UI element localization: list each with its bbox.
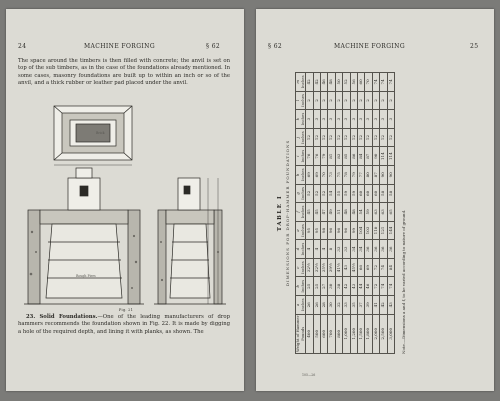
table-header-cell (296, 258, 306, 277)
column-unit: Inches (299, 242, 305, 256)
table-header-cell (296, 277, 306, 296)
table-header-cell (296, 73, 306, 92)
table-cell: 33 (335, 240, 342, 259)
table-cell: 110 (372, 221, 379, 240)
table-cell: 60 (358, 73, 365, 92)
column-letter: i (295, 155, 300, 157)
table-row (372, 73, 379, 354)
table-cell: 74 (380, 73, 387, 92)
table-cell: 3 (328, 110, 335, 129)
left-page (6, 9, 244, 391)
table-header-cell (296, 147, 306, 166)
table-cell: 90 (372, 147, 379, 166)
table-cell: 2 (358, 91, 365, 110)
table-cell: 42 (380, 296, 387, 315)
paragraph-bottom-text: —One of the leading manufacturers of drop hammers recommends the foundation shown in Fig. 22. It is made by digging a hole of the required depth, and lining it with planks, as shown. The (18, 314, 230, 335)
table-cell: 27 (321, 277, 328, 296)
left-running-head (6, 43, 244, 53)
figure-ground-label: Rough Piers (76, 274, 96, 278)
table-header-row (296, 73, 306, 354)
column-unit: Inches (299, 75, 305, 89)
table-cell: 3 (335, 110, 342, 129)
table-cell: 98 (321, 221, 328, 240)
column-unit: Inches (299, 149, 305, 163)
table-cell: 35 (350, 296, 357, 315)
table-cell: 90 (380, 165, 387, 184)
table-cell: 79 (350, 165, 357, 184)
table-cell: 3 (313, 110, 320, 129)
table-cell: 63 (372, 203, 379, 222)
column-letter: l (295, 99, 300, 102)
table-cell: 36 (365, 240, 372, 259)
table-cell: 3 (343, 110, 350, 129)
table-cell: 4 (313, 240, 320, 259)
table-cell: 8 (328, 240, 335, 259)
table-row (365, 73, 372, 354)
right-page (256, 9, 494, 391)
table-cell: 2 (343, 91, 350, 110)
table-cell: 74 (372, 73, 379, 92)
table-cell: 600 (321, 314, 328, 353)
table-cell: 39½ (328, 258, 335, 277)
table-cell: 2 (321, 91, 328, 110)
table-cell: 30 (328, 296, 335, 315)
table-row (350, 73, 357, 354)
table-cell: 46 (365, 277, 372, 296)
table-cell: 52 (306, 184, 313, 203)
column-unit: Inches (299, 298, 305, 312)
column-letter: c (295, 266, 300, 269)
paragraph-bottom (18, 314, 230, 336)
table-cell: 500 (313, 314, 320, 353)
table-cell: 42 (306, 73, 313, 92)
table-header-cell (296, 296, 306, 315)
table-cell: 79 (321, 147, 328, 166)
table-row (306, 73, 313, 354)
table-cell: 56 (350, 73, 357, 92)
table-cell: 86 (350, 147, 357, 166)
table-header-cell (296, 240, 306, 259)
table-header-cell (296, 221, 306, 240)
column-letter: k (295, 117, 300, 121)
column-unit: Inches (299, 224, 305, 237)
column-letter: d (295, 247, 300, 251)
column-letter: a (295, 303, 300, 306)
table-cell: 60 (372, 184, 379, 203)
section-mark-left: § 62 (206, 43, 221, 50)
table-cell: 3 (350, 110, 357, 129)
table-cell: 2 (387, 91, 394, 110)
column-unit: Inches (299, 131, 305, 144)
table-cell: 54 (358, 203, 365, 222)
column-unit: Inches (299, 279, 305, 293)
table-cell: 1,000 (343, 314, 350, 353)
table-cell: 12 (365, 128, 372, 147)
table-cell: 800 (335, 314, 342, 353)
table-cell: 59 (365, 203, 372, 222)
table-row (387, 73, 394, 354)
table-cell: 48 (350, 203, 357, 222)
table-cell: 84 (358, 147, 365, 166)
table-cell: 2 (306, 91, 313, 110)
page-number-left: 24 (18, 43, 27, 50)
table-cell: 12 (380, 128, 387, 147)
table-cell: 2,000 (372, 314, 379, 353)
table-cell: 72 (372, 277, 379, 296)
table-cell: 114 (380, 147, 387, 166)
table-header-cell (296, 184, 306, 203)
table-cell: 30 (328, 277, 335, 296)
table-cell: 83 (335, 147, 342, 166)
table-cell: 2 (328, 91, 335, 110)
table-cell: 36 (372, 240, 379, 259)
table-cell: 32 (335, 296, 342, 315)
table-row (358, 73, 365, 354)
table-cell: 46 (321, 73, 328, 92)
table-cell: 33 (343, 296, 350, 315)
table-cell: 41½ (335, 258, 342, 277)
table-cell: 50 (335, 73, 342, 92)
table-cell: 69 (306, 165, 313, 184)
right-running-head (256, 43, 494, 53)
table-cell: 36 (387, 240, 394, 259)
table-cell: 96 (328, 221, 335, 240)
table-cell: 12 (350, 128, 357, 147)
table-cell: 1,500 (358, 314, 365, 353)
table-cell: 2 (313, 91, 320, 110)
table-row (343, 73, 350, 354)
table-cell: 65 (387, 203, 394, 222)
table-cell: 32½ (313, 258, 320, 277)
table-cell: 74 (380, 277, 387, 296)
paragraph-heading: Solid Foundations. (39, 314, 98, 320)
table-cell: 3 (380, 110, 387, 129)
table-cell: 45 (313, 203, 320, 222)
table-cell: 144 (387, 221, 394, 240)
table-cell: 44 (358, 277, 365, 296)
table-cell: 43 (387, 296, 394, 315)
table-cell: 103 (365, 221, 372, 240)
table-cell: 2 (350, 91, 357, 110)
table-cell: 37 (358, 296, 365, 315)
column-unit: Inches (299, 205, 305, 219)
table-cell: 76 (306, 147, 313, 166)
table-cell: 2 (372, 91, 379, 110)
table-cell: 12 (343, 128, 350, 147)
table-cell: 114 (387, 147, 394, 166)
table-cell: 51 (335, 203, 342, 222)
column-letter: g (295, 192, 300, 195)
table-cell: 45½ (350, 258, 357, 277)
table-cell: 69 (365, 258, 372, 277)
table-cell: 87 (372, 165, 379, 184)
table-cell: 47 (321, 203, 328, 222)
table-cell: 38 (335, 277, 342, 296)
table-cell: 41 (372, 296, 379, 315)
table-cell: 2,500 (380, 314, 387, 353)
table-subtitle: DIMENSIONS FOR DROP-HAMMER FOUNDATIONS (285, 139, 290, 287)
table-header-cell (296, 110, 306, 129)
table-cell: 12 (313, 128, 320, 147)
table-row (380, 73, 387, 354)
table-cell: 43 (343, 258, 350, 277)
table-cell: 60 (365, 184, 372, 203)
table-cell: 66 (358, 258, 365, 277)
table-cell: 75 (335, 165, 342, 184)
table-header-cell (296, 203, 306, 222)
table-cell: 58 (387, 184, 394, 203)
table-cell: 74 (380, 258, 387, 277)
table-cell: 2 (335, 91, 342, 110)
table-cell: 3,000 (387, 314, 394, 353)
table-cell: 74 (387, 277, 394, 296)
column-letter: m (295, 80, 300, 84)
table-cell: 4 (306, 240, 313, 259)
table-cell: 96 (343, 221, 350, 240)
table-cell: 48 (343, 203, 350, 222)
table-cell: 43 (350, 277, 357, 296)
dimensions-table (295, 72, 395, 354)
column-unit: Inches (299, 112, 305, 126)
table-cell: 35½ (321, 258, 328, 277)
table-cell: 25 (313, 277, 320, 296)
table-cell: 4 (321, 240, 328, 259)
table-cell: 12 (335, 128, 342, 147)
table-cell: 2 (365, 91, 372, 110)
table-cell: 2 (380, 91, 387, 110)
table-cell: 28 (321, 296, 328, 315)
column-unit: Inches (299, 94, 305, 107)
column-letter: e (295, 229, 300, 232)
table-cell: 36 (380, 240, 387, 259)
column-unit: Inches (299, 168, 305, 182)
table-row (313, 73, 320, 354)
table-cell: 45 (306, 203, 313, 222)
table-cell: 49 (328, 203, 335, 222)
table-cell: 74 (387, 73, 394, 92)
column-name: Weight of Hammer (295, 315, 300, 352)
table-cell: 1,800 (365, 314, 372, 353)
table-cell: 52 (313, 184, 320, 203)
column-letter: h (295, 173, 300, 176)
table-title: TABLE I (277, 194, 283, 232)
table-cell: 70 (321, 165, 328, 184)
running-title-right: MACHINE FORGING (334, 43, 406, 50)
table-cell: 58 (380, 184, 387, 203)
table-cell: 42 (343, 277, 350, 296)
table-header-cell (296, 128, 306, 147)
table-cell: 3 (306, 110, 313, 129)
table-cell: 87 (365, 147, 372, 166)
column-letter: j (295, 137, 300, 139)
table-cell: 700 (328, 314, 335, 353)
table-cell: 3 (387, 110, 394, 129)
table-cell: 3 (365, 110, 372, 129)
figure-brick-label: Brick (96, 131, 105, 135)
table-cell: 80 (365, 165, 372, 184)
table-cell: 3 (372, 110, 379, 129)
table-row (328, 73, 335, 354)
table-cell: 121 (380, 221, 387, 240)
table-header-cell (296, 91, 306, 110)
table-cell: 12 (306, 128, 313, 147)
table-cell: 3 (321, 110, 328, 129)
column-letter: f (295, 211, 300, 213)
foundation-figure (18, 102, 230, 310)
table-cell: 95 (306, 221, 313, 240)
table-cell: 12 (328, 128, 335, 147)
table-cell: 34 (358, 240, 365, 259)
table-cell: 84 (387, 258, 394, 277)
table-cell: 81 (328, 147, 335, 166)
table-cell: 77 (358, 165, 365, 184)
paragraph-top: The space around the timbers is then filled with concrete; the anvil is set on top of the sub timbers, as in the case of the foundations already mentioned. In some cases, masonry foundations are built up to within an inch or so of the anvil, and a thick rubber or leather pad placed under the anvil. (18, 58, 230, 87)
table-cell: 60 (358, 184, 365, 203)
column-unit: Pounds (299, 326, 305, 341)
table-header-cell (296, 314, 306, 353)
section-mark-right: § 62 (268, 43, 283, 50)
table-cell: 39 (365, 296, 372, 315)
table-note: Note.—Dimensions a and f, to be varied according to nature of ground. (401, 209, 406, 354)
table-cell: 32½ (306, 258, 313, 277)
page-number-right: 25 (470, 43, 479, 50)
table-cell: 95 (313, 221, 320, 240)
table-cell: 34 (350, 240, 357, 259)
figure-caption: Fig. 21 (118, 308, 134, 312)
table-cell: 90 (387, 165, 394, 184)
table-cell: 99 (350, 221, 357, 240)
table-cell: 63 (380, 203, 387, 222)
table-cell: 42 (313, 73, 320, 92)
table-cell: 12 (387, 128, 394, 147)
table-cell: 12 (321, 128, 328, 147)
table-cell: 73 (328, 165, 335, 184)
table-cell: 48 (328, 73, 335, 92)
column-letter: b (295, 285, 300, 288)
table-cell: 25 (306, 277, 313, 296)
column-unit: Inches (299, 261, 305, 275)
table-cell: 26 (306, 296, 313, 315)
table-cell: 70 (365, 73, 372, 92)
table-cell: 52 (321, 184, 328, 203)
table-cell: 55 (335, 184, 342, 203)
table-cell: 69 (313, 165, 320, 184)
rotated-table-block (277, 72, 417, 354)
column-unit: Inches (299, 186, 305, 200)
paragraph-number: 23. (26, 314, 36, 320)
table-cell: 3 (358, 110, 365, 129)
table-cell: 72 (372, 258, 379, 277)
table-cell: 52 (343, 73, 350, 92)
table-row (321, 73, 328, 354)
table-cell: 400 (306, 314, 313, 353)
table-cell: 59 (350, 184, 357, 203)
table-cell: 96 (335, 221, 342, 240)
table-header-cell (296, 165, 306, 184)
table-cell: 78 (343, 165, 350, 184)
table-cell: 12 (358, 128, 365, 147)
table-cell: 26 (313, 296, 320, 315)
table-cell: 104 (358, 221, 365, 240)
table-cell: 12 (372, 128, 379, 147)
table-cell: 1,200 (350, 314, 357, 353)
table-cell: 33 (343, 240, 350, 259)
table-cell: 85 (343, 147, 350, 166)
table-cell: 54 (328, 184, 335, 203)
table-cell: 76 (313, 147, 320, 166)
footer-mark: 105—26 (302, 373, 316, 377)
running-title-left: MACHINE FORGING (84, 43, 156, 50)
table-row (335, 73, 342, 354)
table-cell: 59 (343, 184, 350, 203)
